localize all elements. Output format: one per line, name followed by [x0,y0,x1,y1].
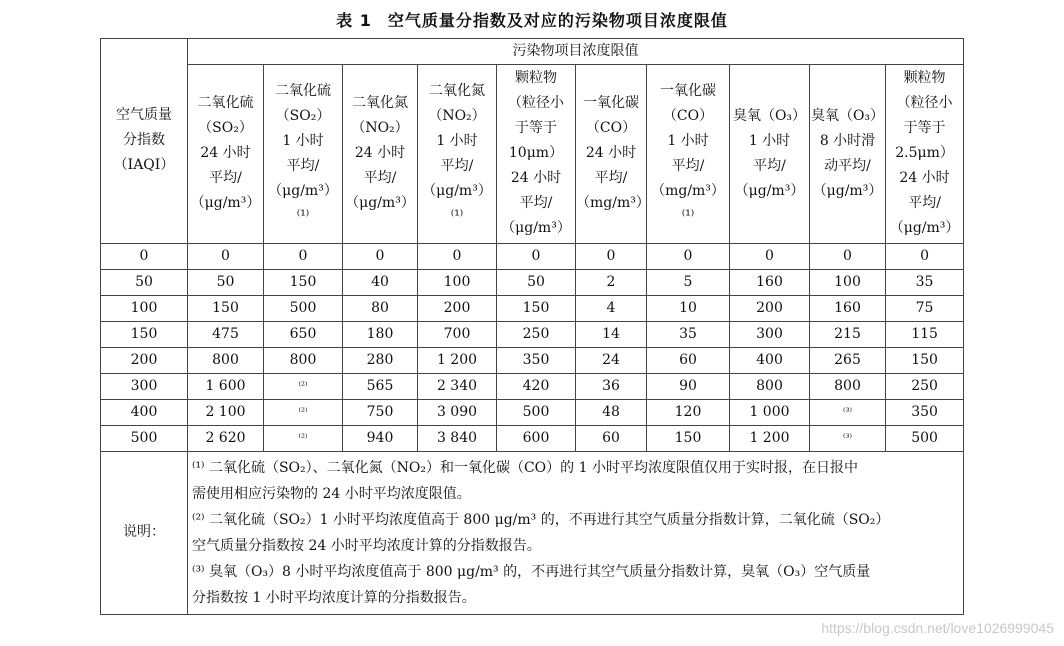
note-line: ⁽³⁾ 臭氧（O₃）8 小时平均浓度值高于 800 μg/m³ 的，不再进行其空气质量分指数计算，臭氧（O₃）空气质量 [192,563,871,580]
column-header-7: 一氧化碳 （CO） 1 小时 平均/ （mg/m³）⁽¹⁾ [647,65,730,244]
limit-cell: 100 [418,269,497,295]
limit-cell: 0 [343,243,418,269]
limit-cell: 150 [188,295,264,321]
limit-cell: 800 [730,373,810,399]
limit-cell: 350 [886,399,964,425]
limit-cell: 800 [188,347,264,373]
limit-cell: 0 [647,243,730,269]
limit-cell: 150 [886,347,964,373]
limit-cell: ⁽³⁾ [810,425,886,451]
limit-cell: 420 [497,373,576,399]
limit-cell: 160 [810,295,886,321]
limit-cell: 940 [343,425,418,451]
limit-cell: 0 [730,243,810,269]
table-row [101,347,964,373]
limit-cell: 400 [730,347,810,373]
limit-cell: 700 [418,321,497,347]
limit-cell: 2 620 [188,425,264,451]
note-line: 空气质量分指数按 24 小时平均浓度计算的分指数报告。 [192,537,541,554]
note-line: ⁽²⁾ 二氧化硫（SO₂）1 小时平均浓度值高于 800 μg/m³ 的，不再进行其空气质量分指数计算，二氧化硫（SO₂） [192,511,890,528]
limit-cell: 4 [576,295,647,321]
limit-cell: 215 [810,321,886,347]
watermark: https://blog.csdn.net/love1026999045 [821,620,1054,636]
limit-cell: 50 [188,269,264,295]
column-header-5: 颗粒物 （粒径小 于等于 10μm） 24 小时 平均/ （μg/m³） [497,65,576,244]
table-row [101,321,964,347]
table-title-text: 空气质量分指数及对应的污染物项目浓度限值 [387,11,728,30]
limit-cell: 250 [497,321,576,347]
limit-cell: 250 [886,373,964,399]
limit-cell: 1 200 [730,425,810,451]
limit-cell: 265 [810,347,886,373]
limit-cell: 500 [497,399,576,425]
limit-cell: 3 840 [418,425,497,451]
limit-cell: 1 200 [418,347,497,373]
table-number: 表 1 [336,11,372,30]
column-header-3: 二氧化氮 （NO₂） 24 小时 平均/ （μg/m³） [343,65,418,244]
limit-cell: 300 [730,321,810,347]
limit-cell: 500 [886,425,964,451]
limit-cell: 200 [418,295,497,321]
limit-cell: 90 [647,373,730,399]
column-header-8: 臭氧（O₃） 1 小时 平均/ （μg/m³） [730,65,810,244]
limit-cell: 180 [343,321,418,347]
limit-cell: 565 [343,373,418,399]
table-row [101,243,964,269]
limit-cell: 0 [264,243,343,269]
column-header-1: 二氧化硫 （SO₂） 24 小时 平均/ （μg/m³） [188,65,264,244]
limit-cell: 2 100 [188,399,264,425]
limit-cell: 24 [576,347,647,373]
limit-cell: 475 [188,321,264,347]
limit-cell: 100 [810,269,886,295]
limit-cell: 650 [264,321,343,347]
limit-cell: 50 [497,269,576,295]
limit-cell: 750 [343,399,418,425]
limit-cell: 1 000 [730,399,810,425]
aqi-table [100,38,964,615]
notes-text [188,451,964,614]
limit-cell: 1 600 [188,373,264,399]
note-line: 分指数按 1 小时平均浓度计算的分指数报告。 [192,589,476,606]
table-row [101,425,964,451]
limit-cell: 0 [576,243,647,269]
column-header-2: 二氧化硫 （SO₂） 1 小时 平均/ （μg/m³）⁽¹⁾ [264,65,343,244]
table-row [101,373,964,399]
iaqi-cell: 400 [101,399,188,425]
column-header-10: 颗粒物 （粒径小 于等于 2.5μm） 24 小时 平均/ （μg/m³） [886,65,964,244]
column-header-9: 臭氧（O₃） 8 小时滑 动平均/ （μg/m³） [810,65,886,244]
limit-cell: 0 [810,243,886,269]
limit-cell: ⁽³⁾ [810,399,886,425]
limit-cell: 36 [576,373,647,399]
limit-cell: 800 [264,347,343,373]
notes-label: 说明： [101,451,188,614]
index-header: 空气质量 分指数 （IAQI） [101,39,188,244]
limit-cell: 500 [264,295,343,321]
limit-cell: 120 [647,399,730,425]
table-row [101,399,964,425]
limit-cell: 10 [647,295,730,321]
limit-cell: 150 [647,425,730,451]
note-line: ⁽¹⁾ 二氧化硫（SO₂）、二氧化氮（NO₂）和一氧化碳（CO）的 1 小时平均浓度限值仅用于实时报，在日报中 [192,459,858,476]
limit-cell: 0 [418,243,497,269]
limit-cell: 60 [647,347,730,373]
limit-cell: 48 [576,399,647,425]
limit-cell: 0 [886,243,964,269]
limit-cell: ⁽²⁾ [264,425,343,451]
iaqi-cell: 50 [101,269,188,295]
table-title [0,8,1064,31]
limit-cell: 0 [188,243,264,269]
table-row [101,269,964,295]
iaqi-cell: 100 [101,295,188,321]
note-line: 需使用相应污染物的 24 小时平均浓度限值。 [192,485,471,502]
limit-cell: 35 [886,269,964,295]
table-row [101,295,964,321]
iaqi-cell: 300 [101,373,188,399]
limit-cell: 75 [886,295,964,321]
limit-cell: 800 [810,373,886,399]
limit-cell: 280 [343,347,418,373]
limit-cell: 160 [730,269,810,295]
limit-cell: 5 [647,269,730,295]
limit-cell: 40 [343,269,418,295]
limit-cell: 115 [886,321,964,347]
limit-cell: 150 [497,295,576,321]
iaqi-cell: 200 [101,347,188,373]
limit-cell: 2 340 [418,373,497,399]
limit-cell: 0 [497,243,576,269]
limit-cell: 2 [576,269,647,295]
limit-cell: ⁽²⁾ [264,373,343,399]
limit-cell: 14 [576,321,647,347]
limit-cell: 35 [647,321,730,347]
limit-cell: 200 [730,295,810,321]
limit-cell: 600 [497,425,576,451]
limit-cell: 60 [576,425,647,451]
iaqi-cell: 500 [101,425,188,451]
limit-cell: 3 090 [418,399,497,425]
iaqi-cell: 0 [101,243,188,269]
limit-cell: 80 [343,295,418,321]
column-header-4: 二氧化氮 （NO₂） 1 小时 平均/ （μg/m³）⁽¹⁾ [418,65,497,244]
limit-cell: 350 [497,347,576,373]
limit-cell: 150 [264,269,343,295]
limit-cell: ⁽²⁾ [264,399,343,425]
pollutant-group-header: 污染物项目浓度限值 [188,39,964,65]
iaqi-cell: 150 [101,321,188,347]
column-header-6: 一氧化碳 （CO） 24 小时 平均/ （mg/m³） [576,65,647,244]
